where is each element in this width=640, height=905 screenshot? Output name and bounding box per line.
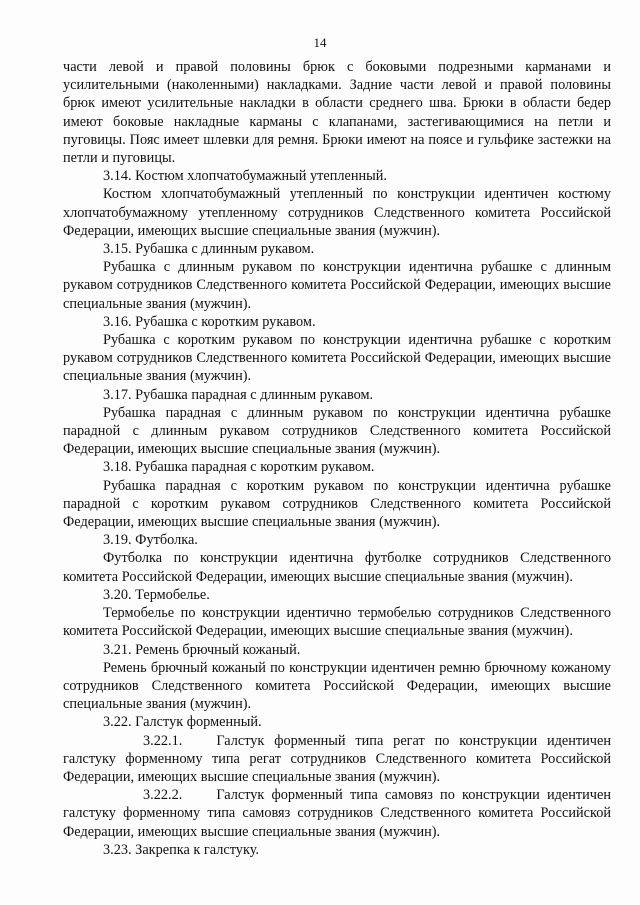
section-heading-3-14: 3.14. Костюм хлопчатобумажный утепленный. <box>103 168 388 185</box>
section-heading-3-15: 3.15. Рубашка с длинным рукавом. <box>103 241 315 258</box>
subsection-text: Галстук форменный типа регат по конструкции идентичен галстуку форменному типа регат сотрудников Следственного комитета Российской Федерации, имеющих высшие специальные звания (мужчин). <box>63 732 611 785</box>
subsection-number: 3.22.1. <box>143 732 183 749</box>
paragraph-3-14: Костюм хлопчатобумажный утепленный по конструкции идентичен костюму хлопчатобумажному утепленному сотрудников Следственного комитета Российской Федерации, имеющих высшие специальные звания (мужчин). <box>63 186 611 239</box>
paragraph-3-20: Термобелье по конструкции идентично термобелью сотрудников Следственного комитета Российской Федерации, имеющих высшие специальные звания (мужчин). <box>63 605 611 640</box>
section-heading-3-23: 3.23. Закрепка к галстуку. <box>103 841 259 858</box>
paragraph-3-16: Рубашка с коротким рукавом по конструкции идентична рубашке с коротким рукавом сотрудников Следственного комитета Российской Федерации, имеющих высшие специальные звания (мужчин). <box>63 332 611 385</box>
section-heading-3-18: 3.18. Рубашка парадная с коротким рукавом. <box>103 459 375 476</box>
paragraph-continuation: части левой и правой половины брюк с боковыми подрезными карманами и усилительными (наколенными) накладками. Задние части левой и правой половины брюк имеют усилительные накладки в области среднего шва. Брюки в области бедер имеют боковые накладные карманы с клапанами, застегивающимися на петли и пуговицы. Пояс имеет шлевки для ремня. Брюки имеют на поясе и гульфике застежки на петли и пуговицы. <box>63 59 611 167</box>
document-body <box>63 58 611 859</box>
paragraph-3-18: Рубашка парадная с коротким рукавом по конструкции идентична рубашке парадной с коротким рукавом сотрудников Следственного комитета Российской Федерации, имеющих высшие специальные звания (мужчин). <box>63 477 611 531</box>
section-heading-3-17: 3.17. Рубашка парадная с длинным рукавом. <box>103 386 374 403</box>
section-heading-3-20: 3.20. Термобелье. <box>103 586 210 603</box>
paragraph-3-22-2 <box>63 786 611 841</box>
paragraph-3-21: Ремень брючный кожаный по конструкции идентичен ремню брючному кожаному сотрудников Следственного комитета Российской Федерации, имеющих высшие специальные звания (мужчин). <box>63 659 611 713</box>
page-number: 14 <box>313 35 327 50</box>
section-heading-3-22: 3.22. Галстук форменный. <box>103 714 262 731</box>
section-heading-3-16: 3.16. Рубашка с коротким рукавом. <box>103 313 316 330</box>
paragraph-3-15: Рубашка с длинным рукавом по конструкции идентична рубашке с длинным рукавом сотрудников Следственного комитета Российской Федерации, имеющих высшие специальные звания (мужчин). <box>63 259 611 312</box>
paragraph-3-22-1 <box>63 732 611 787</box>
subsection-number: 3.22.2. <box>143 787 183 804</box>
subsection-text: Галстук форменный типа самовяз по конструкции идентичен галстуку форменному типа самовяз сотрудников Следственного комитета Российской Федерации, имеющих высшие специальные звания (мужчин). <box>63 787 611 840</box>
paragraph-3-17: Рубашка парадная с длинным рукавом по конструкции идентична рубашке парадной с длинным рукавом сотрудников Следственного комитета Российской Федерации, имеющих высшие специальные звания (мужчин). <box>63 404 611 458</box>
section-heading-3-21: 3.21. Ремень брючный кожаный. <box>103 641 301 658</box>
paragraph-3-19: Футболка по конструкции идентична футболке сотрудников Следственного комитета Российской Федерации, имеющих высшие специальные звания (мужчин). <box>63 550 611 585</box>
section-heading-3-19: 3.19. Футболка. <box>103 532 198 549</box>
